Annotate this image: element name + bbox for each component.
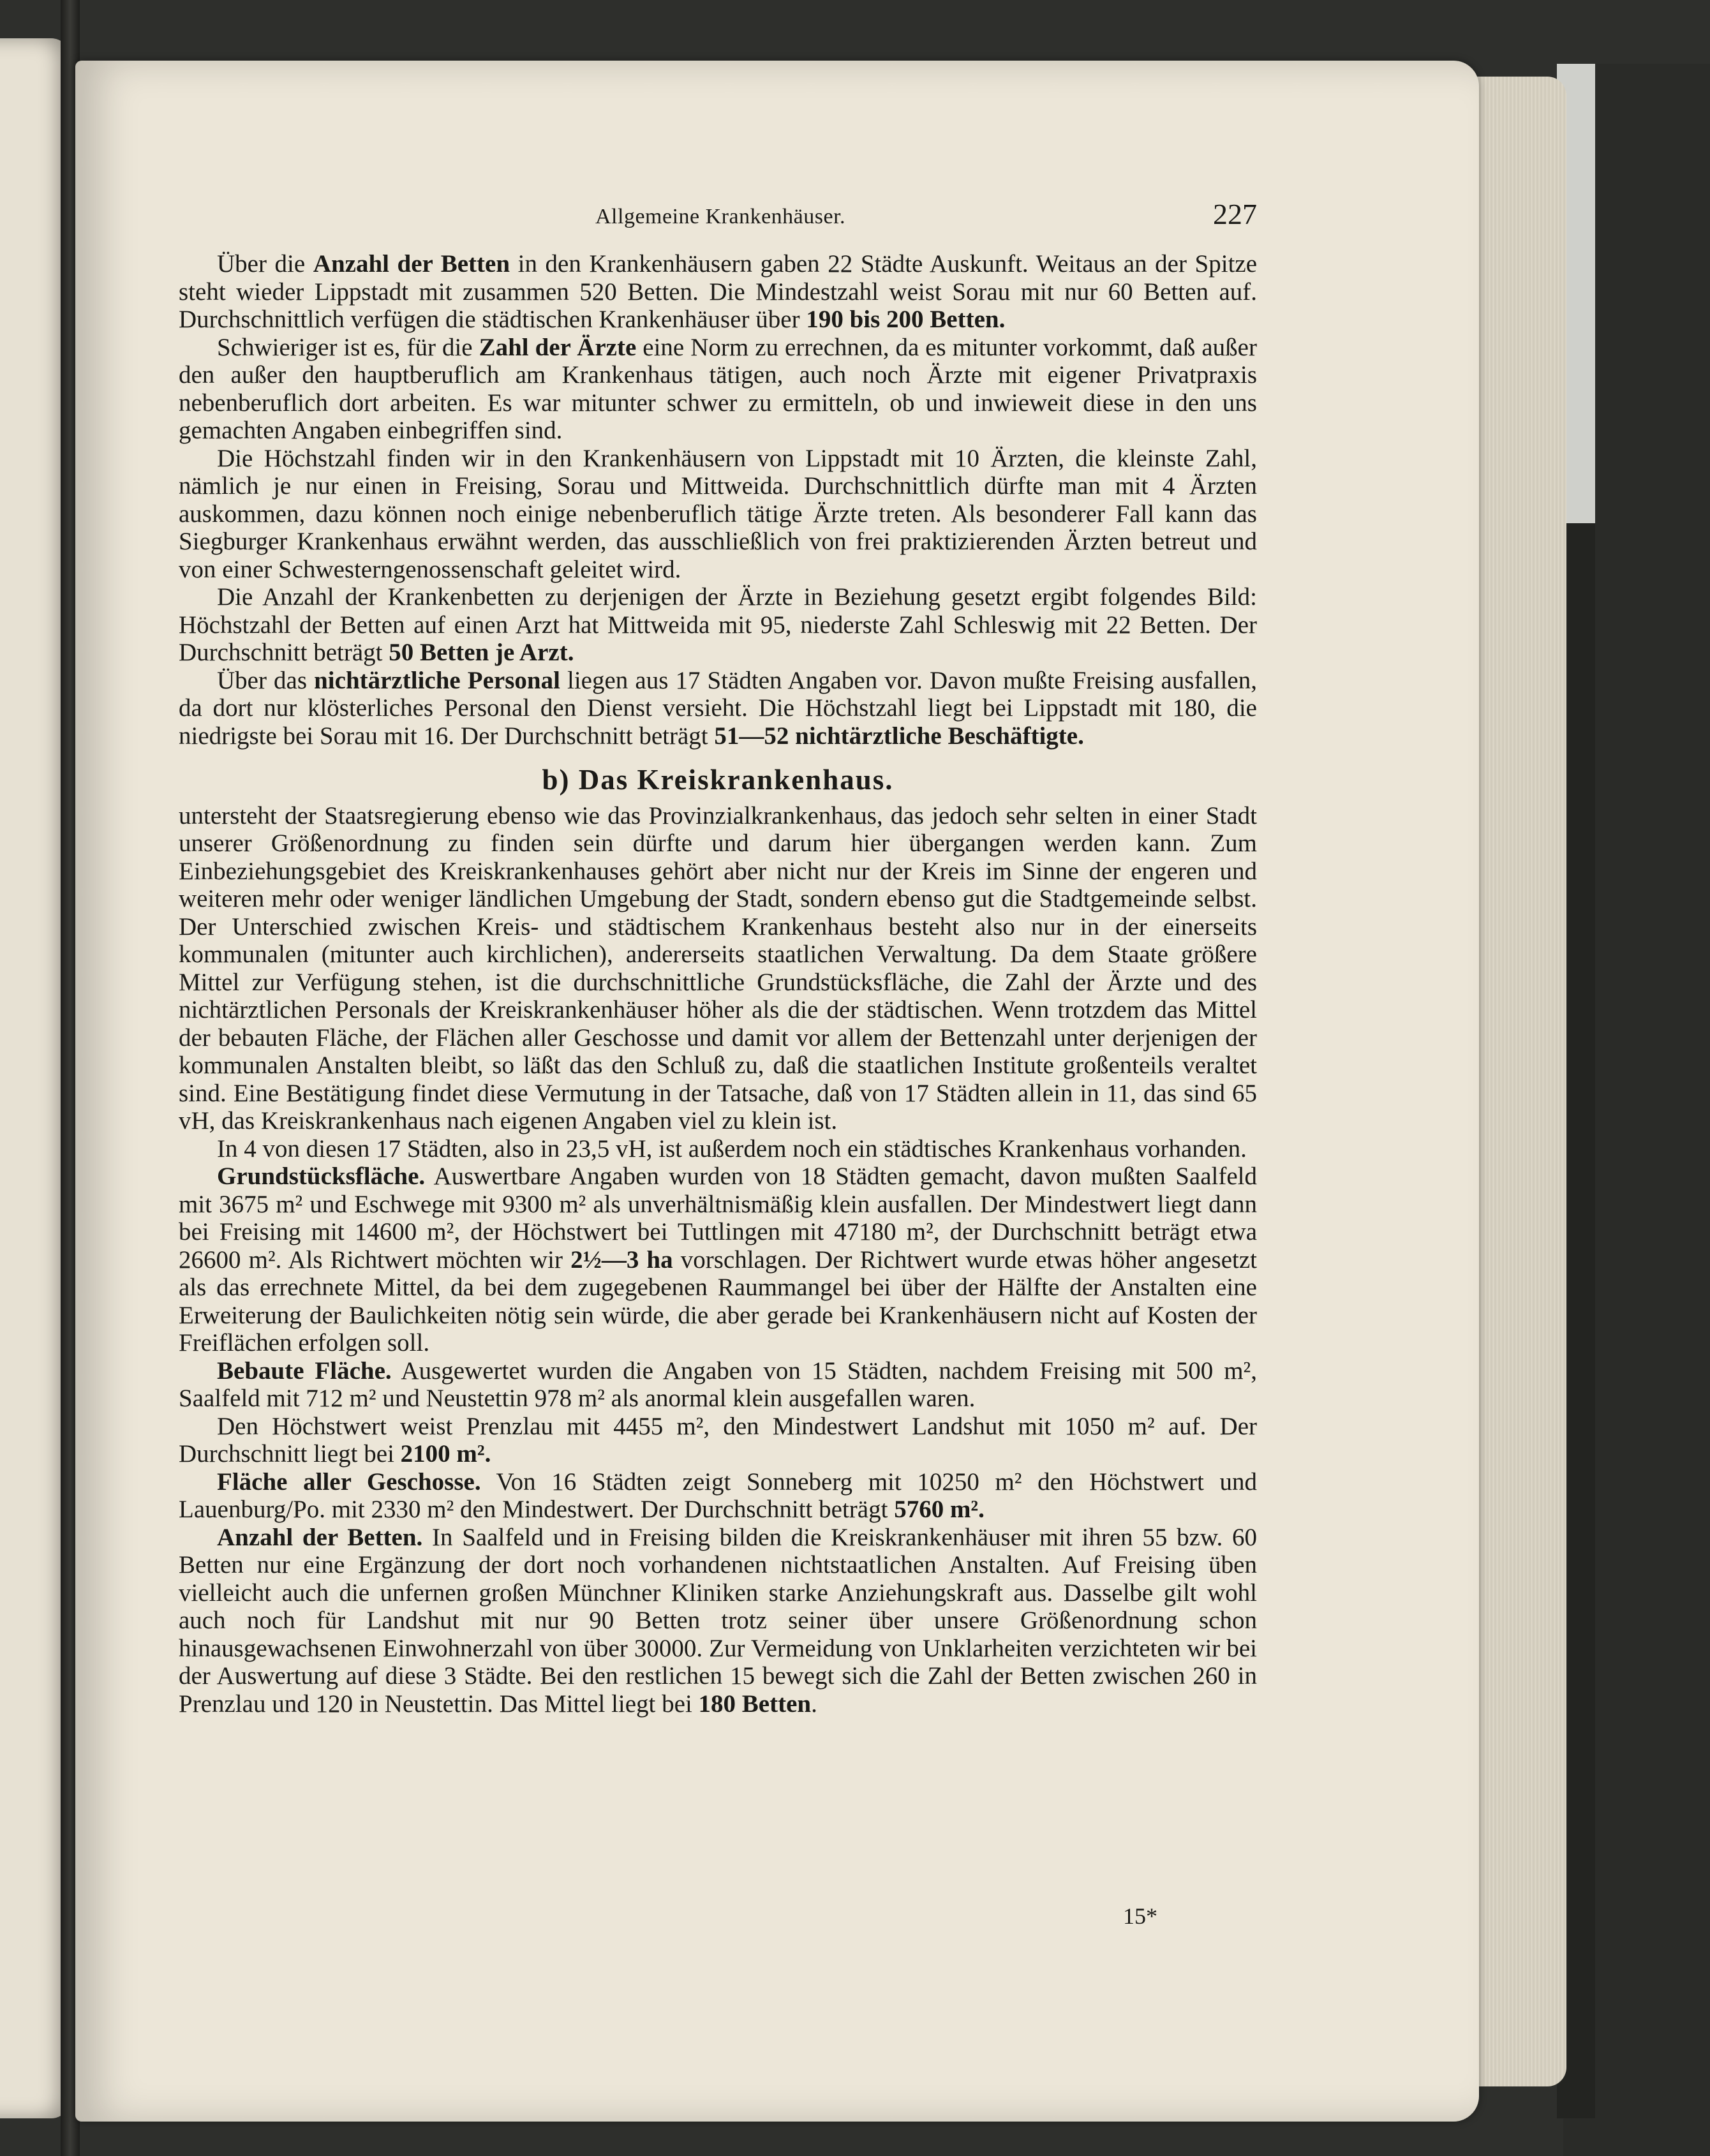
page-header bbox=[179, 198, 1257, 242]
text-run: Die Höchstzahl finden wir in den Krankenhäusern von Lippstadt mit 10 Ärzten, die kleinste Zahl, nämlich je nur einen in Freising, Sorau und Mittweida. Durchschnittlich dürfte man mit 4 Ärzten auskommen, dazu können noch einige nebenberuflich tätige Ärzte treten. Als besonderer Fall kann das Siegburger Krankenhaus erwähnt werden, das ausschließlich von frei praktizierenden Ärzten betreut und von einer Schwesterngenossenschaft geleitet wird. bbox=[179, 444, 1257, 583]
paragraph-kreis-intro bbox=[179, 802, 1257, 1135]
paragraph-hoechstzahl bbox=[179, 445, 1257, 584]
text-run: Die Anzahl der Krankenbetten zu derjenigen der Ärzte in Beziehung gesetzt ergibt folgendes Bild: Höchstzahl der Betten auf einen Arzt hat Mittweida mit 95, niederste Zahl Schleswig mit 22 Betten. Der Durchschnitt beträgt bbox=[179, 583, 1257, 666]
text-run: Über die bbox=[217, 250, 313, 278]
section-heading: b) Das Kreiskrankenhaus. bbox=[542, 764, 894, 796]
bold-run: 50 Betten je Arzt. bbox=[389, 639, 574, 666]
running-head: Allgemeine Krankenhäuser. bbox=[595, 205, 846, 228]
signature-mark: 15* bbox=[1123, 1903, 1157, 1929]
section-b-text bbox=[179, 802, 1257, 1718]
text-run: In 4 von diesen 17 Städten, also in 23,5 vH, ist außerdem noch ein städtisches Krankenhaus vorhanden. bbox=[217, 1134, 1247, 1163]
paragraph-verhaeltnis bbox=[179, 583, 1257, 667]
bold-run: 190 bis 200 Betten. bbox=[806, 306, 1006, 333]
bold-run: nichtärztliche Personal bbox=[314, 666, 560, 694]
text-run: . bbox=[811, 1690, 817, 1718]
paragraph-personal bbox=[179, 667, 1257, 750]
bold-run: Fläche aller Geschosse. bbox=[217, 1468, 481, 1496]
text-run: liegen aus 17 Städten Angaben vor. Davon mußte Freising ausfallen, da dort nur klösterliches Personal den Dienst versieht. Die Höchstzahl liegt bei Lippstadt mit 180, die niedrigste bei Sorau mit 16. Der Durchschnitt beträgt bbox=[179, 666, 1257, 750]
text-run: In Saalfeld und in Freising bilden die Kreiskrankenhäuser mit ihren 55 bzw. 60 Betten nur eine Ergänzung der dort noch vorhandenen nichtstaatlichen Anstalten. Auf Freising üben vielleicht auch die unfernen großen Münchner Kliniken starke Anziehungskraft aus. Dasselbe gilt wohl auch noch für Landshut mit nur 90 Betten trotz seiner über unsere Größenordnung schon hinausgewachsenen Einwohnerzahl von über 30000. Zur Vermeidung von Unklarheiten verzichteten wir bei der Auswertung auf diese 3 Städte. Bei den restlichen 15 bewegt sich die Zahl der Betten zwischen 260 in Prenzlau und 120 in Neustettin. Das Mittel liegt bei bbox=[179, 1523, 1257, 1718]
page-body bbox=[179, 250, 1257, 1718]
bold-run: 2100 m². bbox=[400, 1440, 491, 1468]
text-run: vorschlagen. Der Richtwert wurde etwas höher angesetzt als das errechnete Mittel, da bei dem zugegebenen Raummangel bei über der Hälfte der Anstalten eine Erweiterung der Baulichkeiten nötig sein würde, die aber gerade bei Krankenhäusern nicht auf Kosten der Freiflächen erfolgen soll. bbox=[179, 1245, 1258, 1357]
bold-run: 51—52 nichtärztliche Beschäftigte. bbox=[714, 722, 1084, 750]
paragraph-vier-staedte bbox=[179, 1135, 1257, 1163]
text-run: Von 16 Städten zeigt Sonneberg mit 10250 m² den Höchstwert und Lauenburg/Po. mit 2330 m² den Mindestwert. Der Durchschnitt beträgt bbox=[179, 1468, 1257, 1523]
section-a-text bbox=[179, 250, 1257, 750]
text-run: Über das bbox=[217, 666, 315, 694]
left-page-edge bbox=[0, 38, 70, 2118]
bold-run: Zahl der Ärzte bbox=[479, 333, 637, 361]
text-run: Ausgewertet wurden die Angaben von 15 Städten, nachdem Freising mit 500 m², Saalfeld mit 712 m² und Neustettin 978 m² als anormal klein ausgefallen waren. bbox=[179, 1357, 1257, 1412]
paragraph-betten bbox=[179, 250, 1257, 334]
text-run: Auswertbare Angaben wurden von 18 Städten gemacht, davon mußten Saalfeld mit 3675 m² und Eschwege mit 9300 m² als unverhältnismäßig klein ausfallen. Der Mindestwert liegt dann bei Freising mit 14600 m², der Höchstwert bei Tuttlingen mit 47180 m², der Durchschnitt beträgt etwa 26600 m². Als Richtwert möchten wir bbox=[179, 1163, 1257, 1274]
text-run: Schwieriger ist es, für die bbox=[217, 333, 479, 361]
bold-run: Grundstücksfläche. bbox=[217, 1163, 426, 1190]
paragraph-geschosse bbox=[179, 1468, 1257, 1524]
text-run: untersteht der Staatsregierung ebenso wie das Provinzialkrankenhaus, das jedoch sehr selten in einer Stadt unserer Größenordnung zu finden sein dürfte und darum hier übergangen werden kann. Zum Einbeziehungsgebiet des Kreiskrankenhauses gehört aber nicht nur der Kreis im Sinne der engeren und weiteren mehr oder weniger ländlichen Umgebung der Stadt, sondern ebenso gut die Stadtgemeinde selbst. Der Unterschied zwischen Kreis- und städtischem Krankenhaus besteht also nur in der einerseits kommunalen (mitunter auch kirchlichen), andererseits staatlichen Verwaltung. Da dem Staate größere Mittel zur Verfügung stehen, ist die durchschnittliche Grundstücksfläche, die Zahl der Ärzte und des nichtärztlichen Personals der Kreiskrankenhäuser höher als die der städtischen. Wenn trotzdem das Mittel der bebauten Fläche, der Flächen aller Geschosse und damit vor allem der Bettenzahl unter derjenigen der kommunalen Anstalten bleibt, so läßt das den Schluß zu, daß die staatlichen Institute großenteils veraltet sind. Eine Bestätigung findet diese Vermutung in der Tatsache, daß von 17 Städten allein in 11, das sind 65 vH, das Kreiskrankenhaus nach eigenen Angaben viel zu klein ist. bbox=[179, 801, 1257, 1134]
text-run: in den Krankenhäusern gaben 22 Städte Auskunft. Weitaus an der Spitze steht wieder Lippstadt mit zusammen 520 Betten. Die Mindestzahl weist Sorau mit nur 60 Betten auf. Durchschnittlich verfügen die städtischen Krankenhäuser über bbox=[179, 250, 1258, 333]
bold-run: Anzahl der Betten bbox=[313, 250, 510, 278]
bold-run: 5760 m². bbox=[894, 1496, 985, 1523]
paragraph-hoechstwert bbox=[179, 1413, 1257, 1468]
text-run: Den Höchstwert weist Prenzlau mit 4455 m², den Mindestwert Landshut mit 1050 m² auf. Der Durchschnitt liegt bei bbox=[179, 1412, 1257, 1468]
paragraph-grundstueck bbox=[179, 1163, 1257, 1357]
bold-run: Anzahl der Betten. bbox=[217, 1523, 423, 1551]
paragraph-aerzte bbox=[179, 334, 1257, 445]
bold-run: 2½—3 ha bbox=[570, 1245, 673, 1274]
bold-run: Bebaute Fläche. bbox=[217, 1357, 392, 1385]
paragraph-anzahl-betten bbox=[179, 1524, 1257, 1718]
bold-run: 180 Betten bbox=[698, 1690, 812, 1718]
page-number: 227 bbox=[1213, 198, 1257, 230]
paragraph-bebaute bbox=[179, 1357, 1257, 1413]
text-run: eine Norm zu errechnen, da es mitunter vorkommt, daß außer den außer den hauptberuflich am Krankenhaus tätigen, auch noch Ärzte mit eigener Privatpraxis nebenberuflich dort arbeiten. Es war mitunter schwer zu ermitteln, ob und inwieweit diese in den uns gemachten Angaben einbegriffen sind. bbox=[179, 333, 1257, 444]
page-stack-edges bbox=[1471, 77, 1566, 2086]
